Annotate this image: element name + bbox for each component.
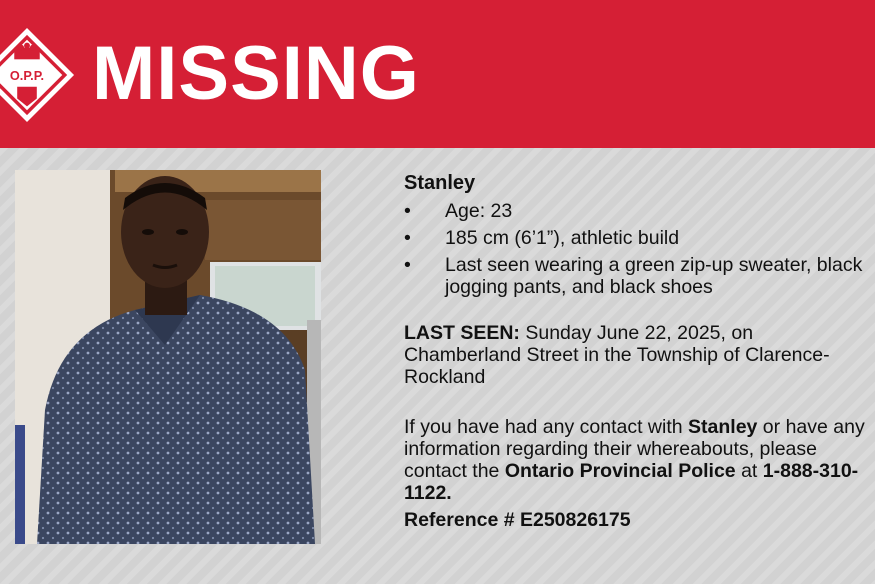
svg-text:O.P.P.: O.P.P. <box>9 67 45 83</box>
banner-title: MISSING <box>92 31 420 116</box>
contact-name: Stanley <box>688 416 758 438</box>
detail-list <box>404 200 875 298</box>
person-details <box>404 172 875 531</box>
last-seen-text: Sunday June 22, 2025, on Chamberland Street in the Township of Clarence-Rockland <box>404 322 830 388</box>
bullet-icon: • <box>404 200 411 222</box>
person-name: Stanley <box>404 172 476 194</box>
detail-age: • Age: 23 <box>404 200 513 222</box>
last-seen <box>404 322 875 388</box>
last-seen-label: LAST SEEN: <box>404 322 520 344</box>
phone-number: 1-888-310-1122. <box>404 460 859 504</box>
missing-person-photo <box>15 170 321 544</box>
bullet-icon: • <box>404 227 411 249</box>
detail-clothing: • Last seen wearing a green zip-up sweater, black jogging pants, and black shoes <box>404 254 863 298</box>
detail-height: • 185 cm (6’1”), athletic build <box>404 227 680 249</box>
agency-name: Ontario Provincial Police <box>504 460 736 482</box>
reference-number: Reference # E250826175 <box>404 509 631 531</box>
bullet-icon: • <box>404 254 411 276</box>
contact-instructions: If you have had any contact with Stanley or have any information regarding their whereabouts, please contact the Ontario Provincial Police at 1-888-310-1122. <box>404 416 865 504</box>
missing-banner <box>0 0 875 148</box>
opp-badge-icon <box>0 26 76 124</box>
